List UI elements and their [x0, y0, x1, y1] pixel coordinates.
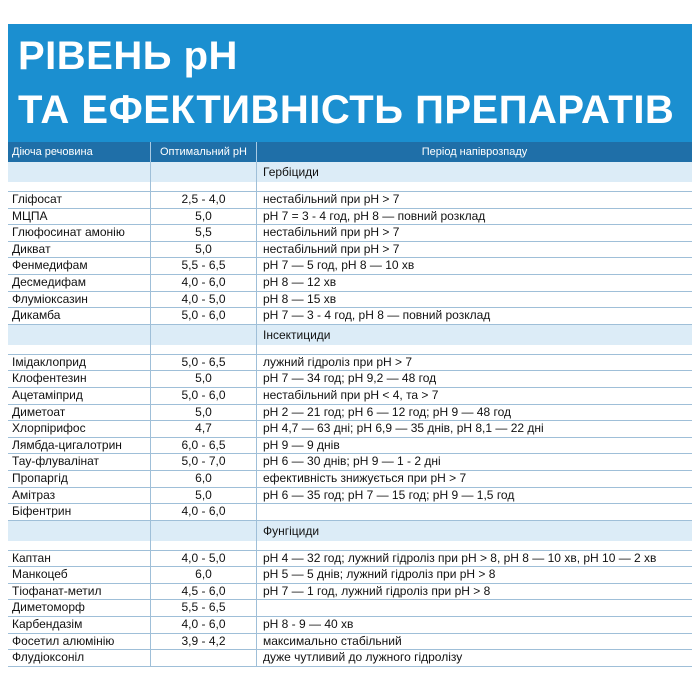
half-life-cell: максимально стабільний	[256, 634, 692, 650]
substance-cell: Дикамба	[12, 308, 61, 323]
ph-table-sheet	[8, 24, 692, 667]
group-section	[8, 162, 692, 325]
substance-cell: Тіофанат-метил	[12, 583, 102, 598]
half-life-cell: нестабільний при pH < 4, та > 7	[256, 388, 692, 404]
table-row	[8, 388, 692, 405]
optimal-ph-cell: 4,0 - 6,0	[150, 275, 256, 291]
substance-cell: Амітраз	[12, 487, 56, 502]
table-row	[8, 504, 692, 521]
substance-cell: Біфентрин	[12, 504, 72, 519]
half-life-cell: pH 2 — 21 год; pH 6 — 12 год; pH 9 — 48 год	[256, 405, 692, 421]
substance-cell: Фосетил алюмінію	[12, 633, 115, 648]
optimal-ph-cell: 4,5 - 6,0	[150, 584, 256, 600]
group-title: Інсектициди	[256, 325, 692, 345]
group-header-spacer	[8, 162, 150, 182]
table-row	[8, 405, 692, 422]
half-life-cell: нестабільний при pH > 7	[256, 225, 692, 241]
optimal-ph-cell: 5,0	[150, 405, 256, 421]
title-line-1: РІВЕНЬ pH	[18, 34, 238, 78]
half-life-cell: pH 7 — 5 год, pH 8 — 10 хв	[256, 258, 692, 274]
group-gap	[8, 345, 692, 354]
column-header-substance: Діюча речовина	[12, 146, 93, 158]
half-life-cell: pH 8 - 9 — 40 хв	[256, 617, 692, 633]
table-row	[8, 209, 692, 226]
table-row	[8, 634, 692, 651]
substance-cell: Ацетаміприд	[12, 387, 83, 402]
optimal-ph-cell: 5,0	[150, 209, 256, 225]
table-row	[8, 488, 692, 505]
substance-cell: Флудіоксоніл	[12, 650, 85, 665]
substance-cell: Диметоморф	[12, 600, 85, 615]
optimal-ph-cell: 6,0	[150, 471, 256, 487]
half-life-cell: нестабільний при pH > 7	[256, 242, 692, 258]
substance-cell: Клофентезин	[12, 371, 87, 386]
substance-cell: Глюфосинат амонію	[12, 225, 125, 240]
table-row	[8, 471, 692, 488]
substance-cell: Манкоцеб	[12, 567, 68, 582]
table-row	[8, 567, 692, 584]
substance-cell: Каптан	[12, 550, 51, 565]
title-line-2: ТА ЕФЕКТИВНІСТЬ ПРЕПАРАТІВ	[18, 88, 675, 132]
half-life-cell	[256, 504, 692, 520]
substance-cell: Флуміоксазин	[12, 291, 88, 306]
table-row	[8, 584, 692, 601]
optimal-ph-cell: 3,9 - 4,2	[150, 634, 256, 650]
table-row	[8, 308, 692, 325]
table-row	[8, 242, 692, 259]
table-row	[8, 650, 692, 667]
substance-cell: Диквaт	[12, 241, 51, 256]
substance-cell: Імідаклоприд	[12, 354, 86, 369]
table-row	[8, 192, 692, 209]
half-life-cell: pH 9 — 9 днів	[256, 438, 692, 454]
table-row	[8, 421, 692, 438]
half-life-cell: pH 8 — 15 хв	[256, 292, 692, 308]
group-header-row	[8, 521, 692, 541]
column-header-half-life: Період напіврозпаду	[256, 142, 692, 162]
optimal-ph-cell: 4,7	[150, 421, 256, 437]
group-section	[8, 521, 692, 667]
half-life-cell	[256, 600, 692, 616]
substance-cell: Хлорпірифос	[12, 421, 86, 436]
half-life-cell: pH 8 — 12 хв	[256, 275, 692, 291]
group-header-spacer	[8, 325, 150, 345]
half-life-cell: pH 5 — 5 днів; лужний гідроліз при pH > 8	[256, 567, 692, 583]
table-row	[8, 551, 692, 568]
group-header-spacer	[150, 325, 256, 345]
group-title: Фунгіциди	[256, 521, 692, 541]
optimal-ph-cell: 6,0	[150, 567, 256, 583]
column-header-optimal-ph: Оптимальний pH	[150, 142, 256, 162]
table-row	[8, 355, 692, 372]
optimal-ph-cell: 5,0	[150, 371, 256, 387]
title-banner	[8, 24, 692, 142]
substance-cell: Тау-флувалінат	[12, 454, 100, 469]
optimal-ph-cell: 4,0 - 6,0	[150, 617, 256, 633]
group-header-spacer	[8, 521, 150, 541]
optimal-ph-cell: 5,0 - 6,0	[150, 308, 256, 324]
column-header-row	[8, 142, 692, 162]
group-header-row	[8, 325, 692, 345]
group-header-spacer	[150, 162, 256, 182]
optimal-ph-cell	[150, 650, 256, 666]
half-life-cell: pH 4,7 — 63 дні; pH 6,9 — 35 днів, pH 8,1 — 22 дні	[256, 421, 692, 437]
table-row	[8, 292, 692, 309]
table-row	[8, 617, 692, 634]
optimal-ph-cell: 4,0 - 5,0	[150, 292, 256, 308]
half-life-cell: pH 7 — 34 год; pH 9,2 — 48 год	[256, 371, 692, 387]
substance-cell: МЦПА	[12, 208, 48, 223]
substance-cell: Лямбда-цигалотрин	[12, 437, 122, 452]
table-row	[8, 258, 692, 275]
table-row	[8, 438, 692, 455]
half-life-cell: pH 7 — 1 год, лужний гідроліз при pH > 8	[256, 584, 692, 600]
half-life-cell: лужний гідроліз при pH > 7	[256, 355, 692, 371]
substance-cell: Фенмедифам	[12, 258, 88, 273]
optimal-ph-cell: 5,5 - 6,5	[150, 600, 256, 616]
optimal-ph-cell: 5,0 - 6,5	[150, 355, 256, 371]
table-row	[8, 371, 692, 388]
optimal-ph-cell: 5,5 - 6,5	[150, 258, 256, 274]
half-life-cell: ефективність знижується при pH > 7	[256, 471, 692, 487]
optimal-ph-cell: 2,5 - 4,0	[150, 192, 256, 208]
half-life-cell: pH 7 — 3 - 4 год, pH 8 — повний розклад	[256, 308, 692, 324]
group-gap	[8, 182, 692, 191]
half-life-cell: дуже чутливий до лужного гідролізу	[256, 650, 692, 666]
half-life-cell: pH 6 — 30 днів; pH 9 — 1 - 2 дні	[256, 454, 692, 470]
group-gap	[8, 541, 692, 550]
optimal-ph-cell: 5,0	[150, 488, 256, 504]
optimal-ph-cell: 5,5	[150, 225, 256, 241]
optimal-ph-cell: 5,0 - 6,0	[150, 388, 256, 404]
optimal-ph-cell: 4,0 - 5,0	[150, 551, 256, 567]
table-body	[8, 162, 692, 667]
half-life-cell: pH 7 = 3 - 4 год, pH 8 — повний розклад	[256, 209, 692, 225]
group-title: Гербіциди	[256, 162, 692, 182]
half-life-cell: нестабільний при pH > 7	[256, 192, 692, 208]
table-row	[8, 225, 692, 242]
optimal-ph-cell: 5,0	[150, 242, 256, 258]
substance-cell: Десмедифам	[12, 274, 86, 289]
optimal-ph-cell: 5,0 - 7,0	[150, 454, 256, 470]
optimal-ph-cell: 4,0 - 6,0	[150, 504, 256, 520]
group-header-row	[8, 162, 692, 182]
table-row	[8, 600, 692, 617]
substance-cell: Пропаргід	[12, 470, 68, 485]
substance-cell: Диметоат	[12, 404, 66, 419]
substance-cell: Карбендазім	[12, 617, 83, 632]
table-row	[8, 275, 692, 292]
half-life-cell: pH 6 — 35 год; pH 7 — 15 год; pH 9 — 1,5 год	[256, 488, 692, 504]
table-row	[8, 454, 692, 471]
group-header-spacer	[150, 521, 256, 541]
group-section	[8, 325, 692, 521]
half-life-cell: pH 4 — 32 год; лужний гідроліз при pH > 8, pH 8 — 10 хв, pH 10 — 2 хв	[256, 551, 692, 567]
substance-cell: Гліфосат	[12, 192, 62, 206]
optimal-ph-cell: 6,0 - 6,5	[150, 438, 256, 454]
